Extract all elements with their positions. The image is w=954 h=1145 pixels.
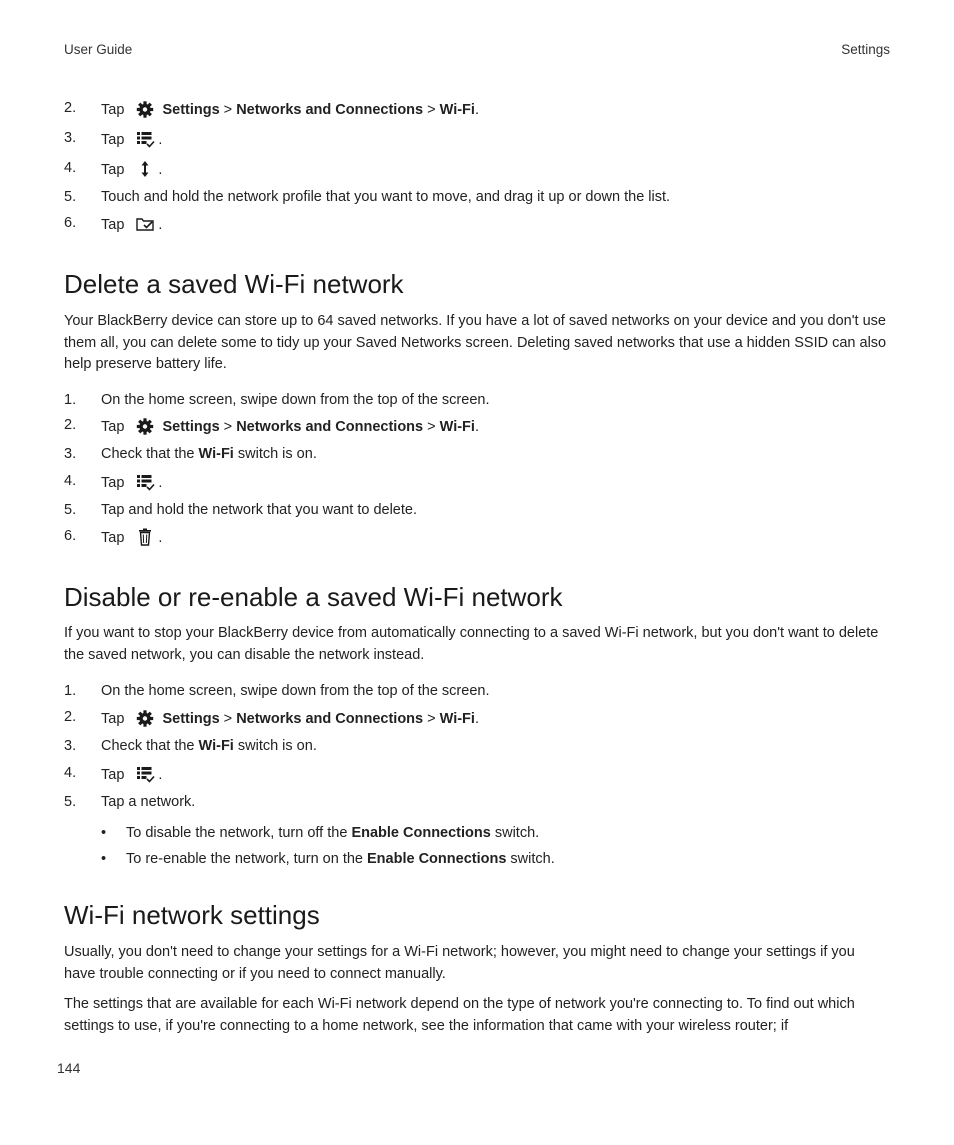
delete-intro: Your BlackBerry device can store up to 64 saved networks. If you have a lot of saved networks on your device and you don't use them all, you can delete some to tidy up your Saved Networks screen. Deleting saved networks that use a hidden SSID can also help preserve battery life. — [64, 313, 887, 372]
period: . — [158, 217, 163, 233]
text-post: switch is on. — [233, 738, 317, 754]
step-number: 2. — [64, 709, 77, 725]
text-pre: To re-enable the network, turn on the — [126, 851, 368, 867]
step-text — [101, 130, 162, 150]
wifi-label: Wi-Fi — [198, 446, 234, 462]
step-number: 2. — [64, 417, 77, 433]
step-number: 4. — [64, 160, 77, 176]
period: . — [474, 102, 479, 118]
section-title-settings: Wi-Fi network settings — [64, 900, 320, 930]
step-number: 6. — [64, 215, 77, 231]
wifi-label: Wi-Fi — [439, 711, 475, 727]
step-text — [101, 215, 162, 235]
tap-word: Tap — [101, 475, 125, 491]
step-number: 5. — [64, 189, 77, 205]
period: . — [158, 767, 163, 783]
text-pre: To disable the network, turn off the — [126, 825, 352, 841]
wifi-label: Wi-Fi — [198, 738, 234, 754]
edit-list-icon — [134, 764, 156, 784]
step-number: 3. — [64, 446, 77, 462]
edit-list-icon — [134, 472, 156, 492]
text-post: switch. — [506, 851, 555, 867]
period: . — [474, 711, 479, 727]
tap-word: Tap — [101, 530, 125, 546]
tap-word: Tap — [101, 419, 125, 435]
enable-connections-label: Enable Connections — [351, 825, 491, 841]
reorder-arrows-icon — [134, 159, 156, 179]
settings-label: Settings — [162, 711, 220, 727]
tap-word: Tap — [101, 217, 125, 233]
period: . — [158, 475, 163, 491]
step-text: Tap and hold the network that you want to delete. — [101, 502, 417, 518]
step-text — [101, 765, 162, 785]
step-text — [101, 736, 317, 756]
step-number: 4. — [64, 473, 77, 489]
step-text: On the home screen, swipe down from the top of the screen. — [101, 683, 490, 699]
header-doc-title: User Guide — [64, 42, 133, 57]
step-number: 3. — [64, 738, 77, 754]
enable-connections-label: Enable Connections — [367, 851, 507, 867]
step-number: 3. — [64, 130, 77, 146]
section-title-delete: Delete a saved Wi-Fi network — [64, 269, 404, 299]
text-post: switch. — [490, 825, 540, 841]
networks-label: Networks and Connections — [236, 102, 424, 118]
period: . — [158, 162, 163, 178]
step-number: 1. — [64, 683, 77, 699]
period: . — [474, 419, 479, 435]
step-text — [101, 417, 479, 437]
edit-list-icon — [134, 129, 156, 149]
wifi-label: Wi-Fi — [439, 419, 475, 435]
period: . — [158, 530, 163, 546]
bullet-text — [126, 849, 555, 869]
trash-icon — [134, 527, 156, 547]
period: . — [158, 132, 163, 148]
tap-word: Tap — [101, 102, 125, 118]
separator: > — [219, 419, 237, 435]
step-number: 2. — [64, 100, 77, 116]
wifi-label: Wi-Fi — [439, 102, 475, 118]
step-text — [101, 709, 479, 729]
gear-icon — [134, 416, 156, 436]
text-pre: Check that the — [101, 738, 199, 754]
tap-word: Tap — [101, 711, 125, 727]
step-text: Tap a network. — [101, 794, 196, 810]
header-section-title: Settings — [841, 42, 890, 57]
step-text — [101, 528, 162, 548]
networks-label: Networks and Connections — [236, 711, 424, 727]
step-text — [101, 160, 162, 180]
step-text: Touch and hold the network profile that you want to move, and drag it up or down the list. — [101, 189, 671, 205]
section-title-disable: Disable or re-enable a saved Wi-Fi network — [64, 582, 563, 612]
step-number: 1. — [64, 392, 77, 408]
settings-label: Settings — [162, 102, 220, 118]
text-pre: Check that the — [101, 446, 199, 462]
bullet-dot: • — [101, 851, 107, 867]
step-number: 5. — [64, 794, 77, 810]
settings-para-1: Usually, you don't need to change your settings for a Wi-Fi network; however, you might need to change your settings if you have trouble connecting or if you need to connect manually. — [64, 944, 855, 982]
step-number: 4. — [64, 765, 77, 781]
separator: > — [219, 102, 237, 118]
settings-para-2: The settings that are available for each Wi-Fi network depend on the type of network you're connecting to. To find out which settings to use, if you're connecting to a home network, see the information that came with your wireless router; if — [64, 996, 855, 1034]
gear-icon — [134, 708, 156, 728]
gear-icon — [134, 99, 156, 119]
step-text — [101, 100, 479, 120]
separator: > — [423, 419, 440, 435]
tap-word: Tap — [101, 767, 125, 783]
tap-word: Tap — [101, 132, 125, 148]
step-number: 6. — [64, 528, 77, 544]
step-text — [101, 444, 317, 464]
separator: > — [423, 711, 440, 727]
disable-intro: If you want to stop your BlackBerry device from automatically connecting to a saved Wi-Fi network, but you don't want to delete the saved network, you can disable the network instead. — [64, 625, 879, 663]
step-text — [101, 473, 162, 493]
text-post: switch is on. — [233, 446, 317, 462]
bullet-text — [126, 823, 539, 843]
settings-label: Settings — [162, 419, 220, 435]
save-folder-icon — [134, 214, 156, 234]
separator: > — [219, 711, 237, 727]
networks-label: Networks and Connections — [236, 419, 424, 435]
step-number: 5. — [64, 502, 77, 518]
tap-word: Tap — [101, 162, 125, 178]
step-text: On the home screen, swipe down from the top of the screen. — [101, 392, 490, 408]
separator: > — [423, 102, 440, 118]
page-number: 144 — [57, 1060, 81, 1076]
bullet-dot: • — [101, 825, 107, 841]
